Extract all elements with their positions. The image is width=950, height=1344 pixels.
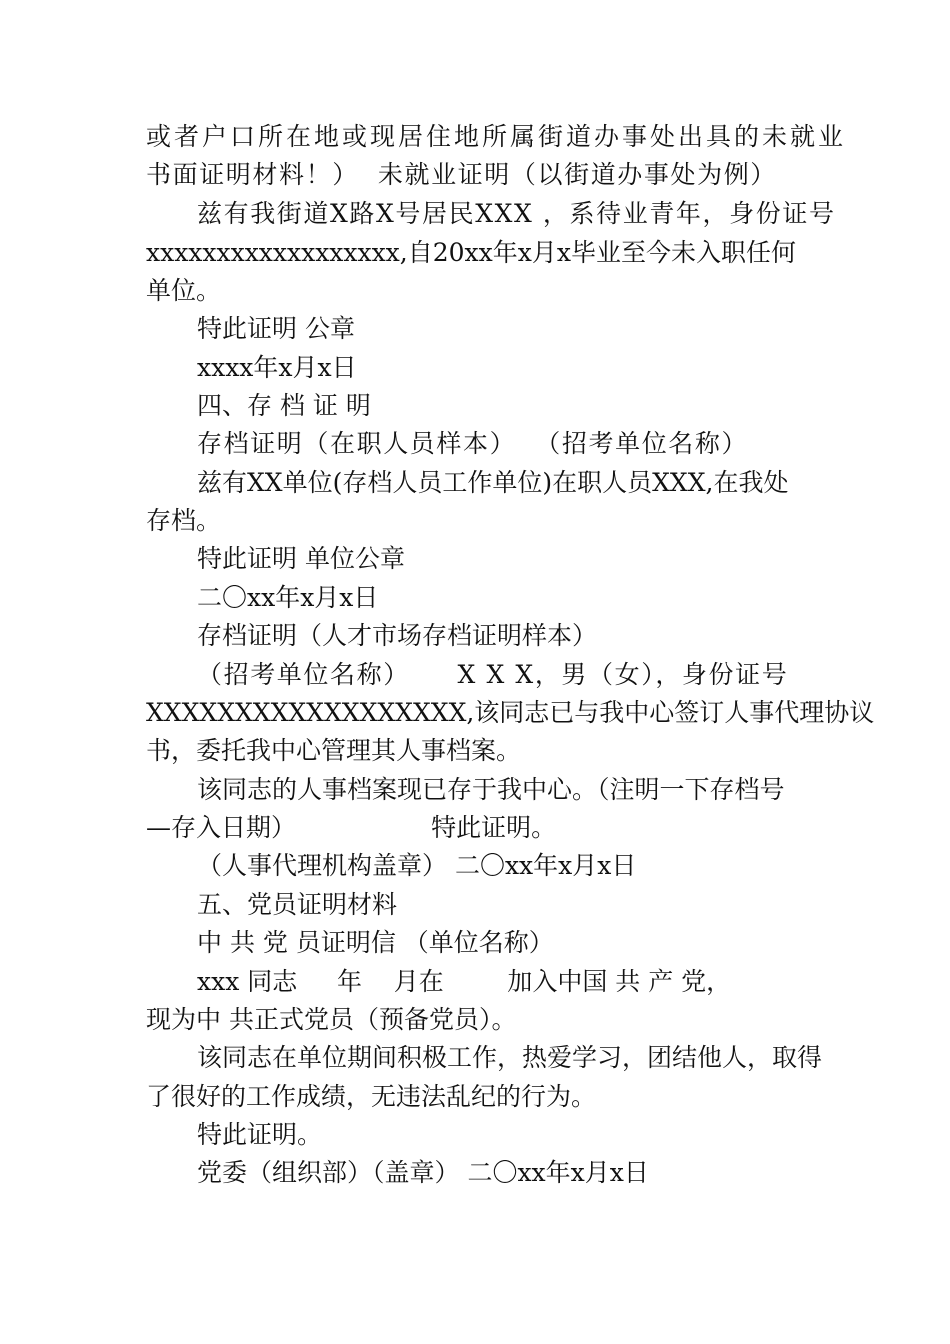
body-line-9: 存档证明（在职人员样本） （招考单位名称） xyxy=(197,429,749,458)
body-line-12: 特此证明 单位公章 xyxy=(197,544,405,573)
body-line-17: 书，委托我中心管理其人事档案。 xyxy=(146,736,522,765)
body-line-23: xxx 同志 年 月在 加入中国 共 产 党， xyxy=(197,967,732,996)
date-line-2: 二〇xx年x月x日 xyxy=(197,583,379,612)
body-line-20: （人事代理机构盖章） 二〇xx年x月x日 xyxy=(197,851,637,880)
body-line-26: 了很好的工作成绩，无违法乱纪的行为。 xyxy=(146,1082,597,1111)
body-line-4: xxxxxxxxxxxxxxxxxx,自20xx年x月x毕业至今未入职任何 xyxy=(146,238,796,267)
body-line-19: —存入日期） 特此证明。 xyxy=(146,813,557,842)
body-line-16: XXXXXXXXXXXXXXXXXX,该同志已与我中心签订人事代理协议 xyxy=(146,698,875,727)
date-line-1: xxxx年x月x日 xyxy=(197,353,357,382)
body-line-3: 兹有我街道X路X号居民XXX ，系待业青年，身份证号 xyxy=(197,199,836,228)
body-line-25: 该同志在单位期间积极工作，热爱学习，团结他人，取得 xyxy=(197,1043,823,1072)
body-line-2: 书面证明材料！） 未就业证明（以街道办事处为例） xyxy=(146,160,777,189)
body-line-27: 特此证明。 xyxy=(197,1120,323,1149)
section-heading-4: 四、存 档 证 明 xyxy=(197,391,371,420)
body-line-18: 该同志的人事档案现已存于我中心。（注明一下存档号 xyxy=(197,775,785,804)
body-line-24: 现为中 共正式党员（预备党员）。 xyxy=(146,1005,517,1034)
body-line-22: 中 共 党 员证明信 （单位名称） xyxy=(197,928,554,957)
body-line-15: （招考单位名称） X X X，男（女），身份证号 xyxy=(197,660,789,689)
section-heading-5: 五、党员证明材料 xyxy=(197,890,398,919)
body-line-6: 特此证明 公章 xyxy=(197,314,355,343)
body-line-14: 存档证明（人才市场存档证明样本） xyxy=(197,621,598,650)
body-line-11: 存档。 xyxy=(146,506,222,535)
body-line-1: 或者户口所在地或现居住地所属街道办事处出具的未就业 xyxy=(146,122,847,151)
body-line-10: 兹有XX单位(存档人员工作单位)在职人员XXX,在我处 xyxy=(197,468,789,497)
body-line-28: 党委（组织部）（盖章） 二〇xx年x月x日 xyxy=(197,1158,649,1187)
body-line-5: 单位。 xyxy=(146,276,222,305)
